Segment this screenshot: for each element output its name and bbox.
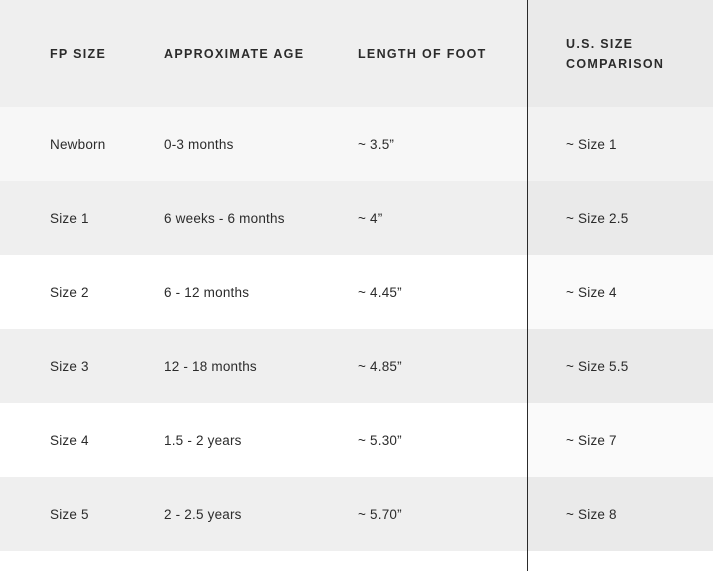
cell-approximate-age: 2 - 2.5 years [113,477,307,551]
cell-length-of-foot: ~ 4” [307,181,528,255]
table-row [0,107,713,181]
cell-fp-size: Size 1 [0,181,113,255]
table-row [0,477,713,551]
table-body [0,107,713,551]
cell-length-of-foot: ~ 4.85” [307,329,528,403]
cell-fp-size: Newborn [0,107,113,181]
cell-us-size-comparison: ~ Size 5.5 [528,329,713,403]
column-header-approximate-age: APPROXIMATE AGE [113,0,307,107]
table-row [0,255,713,329]
cell-us-size-comparison: ~ Size 8 [528,477,713,551]
cell-fp-size: Size 5 [0,477,113,551]
cell-approximate-age: 6 weeks - 6 months [113,181,307,255]
cell-us-size-comparison: ~ Size 4 [528,255,713,329]
header-row [0,0,713,107]
cell-fp-size: Size 4 [0,403,113,477]
cell-length-of-foot: ~ 4.45” [307,255,528,329]
cell-length-of-foot: ~ 3.5” [307,107,528,181]
cell-us-size-comparison: ~ Size 7 [528,403,713,477]
cell-approximate-age: 12 - 18 months [113,329,307,403]
cell-fp-size: Size 3 [0,329,113,403]
column-header-length-of-foot: LENGTH OF FOOT [307,0,528,107]
cell-approximate-age: 0-3 months [113,107,307,181]
cell-fp-size: Size 2 [0,255,113,329]
table-row [0,403,713,477]
column-header-fp-size: FP SIZE [0,0,113,107]
table-row [0,181,713,255]
column-header-us-size-line1: U.S. SIZE [566,36,634,51]
cell-us-size-comparison: ~ Size 2.5 [528,181,713,255]
cell-us-size-comparison: ~ Size 1 [528,107,713,181]
table-header [0,0,713,107]
column-header-us-size-line2: COMPARISON [566,56,665,71]
cell-approximate-age: 1.5 - 2 years [113,403,307,477]
cell-approximate-age: 6 - 12 months [113,255,307,329]
cell-length-of-foot: ~ 5.70” [307,477,528,551]
column-header-us-size-comparison [528,0,713,107]
table-row [0,329,713,403]
cell-length-of-foot: ~ 5.30” [307,403,528,477]
